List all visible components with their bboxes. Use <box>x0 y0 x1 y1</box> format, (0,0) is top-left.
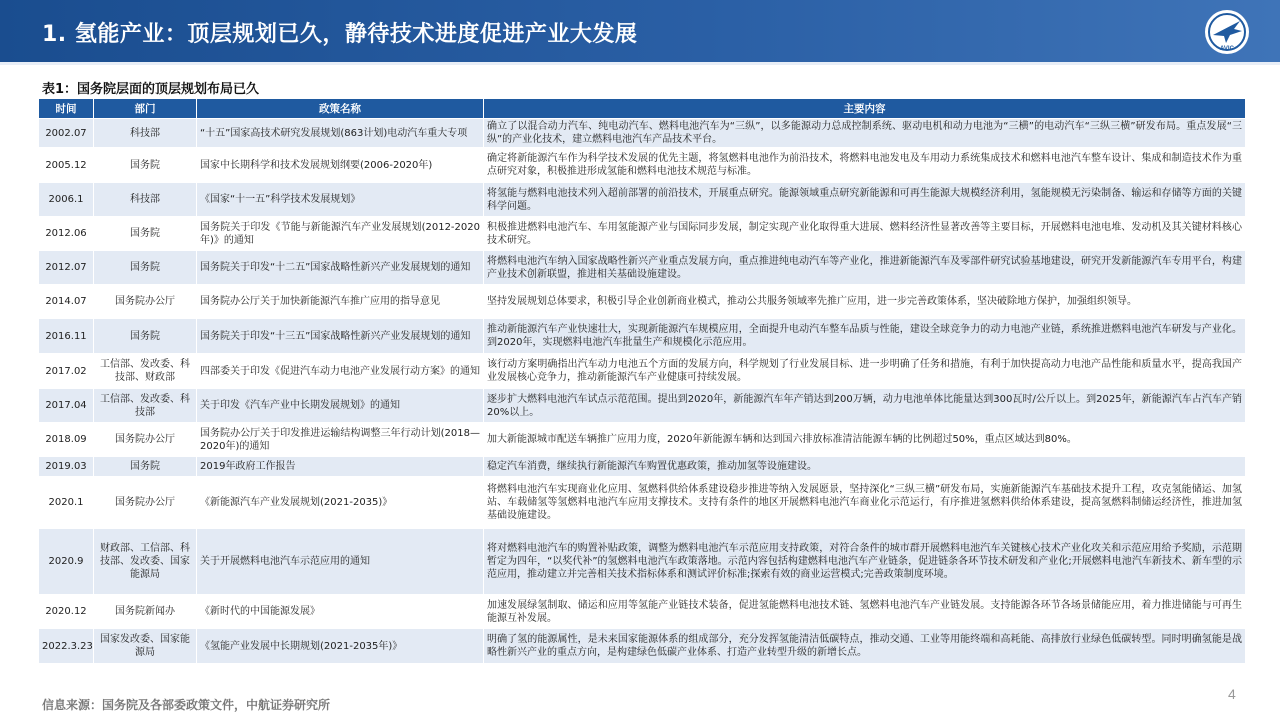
cell-content: 将燃料电池汽车纳入国家战略性新兴产业重点发展方向，重点推进纯电动汽车等产业化，推进新能源汽车及零部件研究试验基地建设，研究开发新能源汽车专用平台，构建产业技术创新联盟，推进相关基础设施建设。 <box>484 251 1246 285</box>
cell-policy-name: 《氢能产业发展中长期规划(2021-2035年)》 <box>197 629 484 664</box>
table-row <box>39 217 1246 251</box>
title-underline <box>0 62 1280 65</box>
table-row <box>39 477 1246 529</box>
cell-policy-name: 国务院关于印发“十二五”国家战略性新兴产业发展规划的通知 <box>197 251 484 285</box>
cell-content: 加大新能源城市配送车辆推广应用力度，2020年新能源车辆和达到国六排放标准清洁能源车辆的比例超过50%，重点区域达到80%。 <box>484 423 1246 457</box>
cell-date: 2020.12 <box>39 595 94 629</box>
cell-dept: 国务院新闻办 <box>94 595 197 629</box>
cell-content: 加速发展绿氢制取、储运和应用等氢能产业链技术装备，促进氢能燃料电池技术链、氢燃料电池汽车产业链发展。支持能源各环节各场景储能应用，着力推进储能与可再生能源互补发展。 <box>484 595 1246 629</box>
cell-dept: 科技部 <box>94 119 197 148</box>
cell-policy-name: 《国家“十一五”科学技术发展规划》 <box>197 183 484 217</box>
cell-content: 将燃料电池汽车实现商业化应用、氢燃料供给体系建设稳步推进等纳入发展愿景，坚持深化“三纵三横”研发布局，实施新能源汽车基础技术提升工程，攻克氢能储运、加氢站、车载储氢等氢燃料电池汽车应用支撑技术。支持有条件的地区开展燃料电池汽车商业化示范运行，有序推进氢燃料供给体系建设，提高氢燃料制储运经济性，推进加氢基础设施建设。 <box>484 477 1246 529</box>
cell-dept: 国务院办公厅 <box>94 477 197 529</box>
cell-dept: 科技部 <box>94 183 197 217</box>
cell-policy-name: 国务院关于印发“十三五”国家战略性新兴产业发展规划的通知 <box>197 319 484 354</box>
cell-date: 2017.02 <box>39 354 94 389</box>
cell-dept: 国务院 <box>94 319 197 354</box>
title-bar <box>0 0 1280 62</box>
cell-date: 2022.3.23 <box>39 629 94 664</box>
cell-content: 明确了氢的能源属性，是未来国家能源体系的组成部分，充分发挥氢能清洁低碳特点，推动交通、工业等用能终端和高耗能、高排放行业绿色低碳转型。同时明确氢能是战略性新兴产业的重点方向，是构建绿色低碳产业体系、打造产业转型升级的新增长点。 <box>484 629 1246 664</box>
cell-dept: 工信部、发改委、科技部、财政部 <box>94 354 197 389</box>
cell-policy-name: 2019年政府工作报告 <box>197 457 484 477</box>
cell-date: 2014.07 <box>39 285 94 319</box>
page-number: 4 <box>1228 686 1236 702</box>
cell-date: 2018.09 <box>39 423 94 457</box>
table-row <box>39 319 1246 354</box>
cell-policy-name: 关于开展燃料电池汽车示范应用的通知 <box>197 529 484 595</box>
cell-date: 2020.1 <box>39 477 94 529</box>
column-header-date: 时间 <box>39 99 94 119</box>
table-row <box>39 251 1246 285</box>
cell-policy-name: 国家中长期科学和技术发展规划纲要(2006-2020年) <box>197 148 484 183</box>
policy-table <box>38 98 1246 664</box>
cell-dept: 国务院办公厅 <box>94 285 197 319</box>
logo-text: AVIC <box>1220 46 1234 52</box>
table-row <box>39 354 1246 389</box>
table-row <box>39 423 1246 457</box>
cell-policy-name: 《新时代的中国能源发展》 <box>197 595 484 629</box>
column-header-content: 主要内容 <box>484 99 1246 119</box>
cell-date: 2016.11 <box>39 319 94 354</box>
cell-policy-name: 国务院关于印发《节能与新能源汽车产业发展规划(2012-2020年)》的通知 <box>197 217 484 251</box>
cell-policy-name: 国务院办公厅关于加快新能源汽车推广应用的指导意见 <box>197 285 484 319</box>
column-header-name: 政策名称 <box>197 99 484 119</box>
cell-dept: 财政部、工信部、科技部、发改委、国家能源局 <box>94 529 197 595</box>
cell-dept: 工信部、发改委、科技部 <box>94 389 197 423</box>
cell-dept: 国家发改委、国家能源局 <box>94 629 197 664</box>
cell-content: 坚持发展规划总体要求，积极引导企业创新商业模式，推动公共服务领域率先推广应用，进一步完善政策体系，坚决破除地方保护，加强组织领导。 <box>484 285 1246 319</box>
cell-date: 2005.12 <box>39 148 94 183</box>
cell-date: 2012.06 <box>39 217 94 251</box>
cell-content: 将对燃料电池汽车的购置补贴政策，调整为燃料电池汽车示范应用支持政策，对符合条件的城市群开展燃料电池汽车关键核心技术产业化攻关和示范应用给予奖励，示范期暂定为四年，“以奖代补”的氢燃料电池汽车政策落地。示范内容包括构建燃料电池汽车产业链条，促进链条各环节技术研发和产业化;开展燃料电池汽车新技术、新车型的示范应用，推动建立并完善相关技术指标体系和测试评价标准;探索有效的商业运营模式;完善政策制度环境。 <box>484 529 1246 595</box>
table-row <box>39 629 1246 664</box>
cell-policy-name: “十五”国家高技术研究发展规划(863计划)电动汽车重大专项 <box>197 119 484 148</box>
cell-dept: 国务院 <box>94 217 197 251</box>
table-row <box>39 119 1246 148</box>
cell-date: 2019.03 <box>39 457 94 477</box>
table-caption: 表1：国务院层面的顶层规划布局已久 <box>42 82 260 97</box>
table-row <box>39 457 1246 477</box>
avic-logo-icon <box>1204 9 1250 55</box>
cell-content: 推动新能源汽车产业快速壮大，实现新能源汽车规模应用，全面提升电动汽车整车品质与性能，建设全球竞争力的动力电池产业链，系统推进燃料电池汽车研发与产业化。到2020年，实现燃料电池汽车批量生产和规模化示范应用。 <box>484 319 1246 354</box>
cell-date: 2020.9 <box>39 529 94 595</box>
cell-policy-name: 关于印发《汽车产业中长期发展规划》的通知 <box>197 389 484 423</box>
table-row <box>39 183 1246 217</box>
cell-policy-name: 四部委关于印发《促进汽车动力电池产业发展行动方案》的通知 <box>197 354 484 389</box>
page-title: 1. 氢能产业：顶层规划已久，静待技术进度促进产业大发展 <box>42 22 638 47</box>
column-header-dept: 部门 <box>94 99 197 119</box>
cell-content: 确定将新能源汽车作为科学技术发展的优先主题，将氢燃料电池作为前沿技术，将燃料电池发电及车用动力系统集成技术和燃料电池汽车整车设计、集成和制造技术作为重点研究对象，积极推进形成氢能和燃料电池技术规范与标准。 <box>484 148 1246 183</box>
cell-date: 2012.07 <box>39 251 94 285</box>
cell-content: 逐步扩大燃料电池汽车试点示范范围。提出到2020年，新能源汽车年产销达到200万辆，动力电池单体比能量达到300瓦时/公斤以上。到2025年，新能源汽车占汽车产销20%以上。 <box>484 389 1246 423</box>
cell-content: 积极推进燃料电池汽车、车用氢能源产业与国际同步发展，制定实现产业化取得重大进展、燃料经济性显著改善等主要目标，开展燃料电池电堆、发动机及其关键材料核心技术研究。 <box>484 217 1246 251</box>
table-row <box>39 529 1246 595</box>
cell-dept: 国务院 <box>94 457 197 477</box>
cell-dept: 国务院 <box>94 148 197 183</box>
cell-date: 2006.1 <box>39 183 94 217</box>
cell-policy-name: 国务院办公厅关于印发推进运输结构调整三年行动计划(2018—2020年)的通知 <box>197 423 484 457</box>
cell-content: 稳定汽车消费，继续执行新能源汽车购置优惠政策，推动加氢等设施建设。 <box>484 457 1246 477</box>
table-row <box>39 285 1246 319</box>
cell-policy-name: 《新能源汽车产业发展规划(2021-2035)》 <box>197 477 484 529</box>
cell-content: 将氢能与燃料电池技术列入超前部署的前沿技术，开展重点研究。能源领域重点研究新能源和可再生能源大规模经济利用，氢能规模无污染制备、输运和存储等方面的关键科学问题。 <box>484 183 1246 217</box>
cell-date: 2017.04 <box>39 389 94 423</box>
cell-dept: 国务院办公厅 <box>94 423 197 457</box>
cell-content: 该行动方案明确指出汽车动力电池五个方面的发展方向，科学规划了行业发展目标、进一步明确了任务和措施，有利于加快提高动力电池产品性能和质量水平，提高我国产业发展核心竞争力，推动新能源汽车产业健康可持续发展。 <box>484 354 1246 389</box>
cell-dept: 国务院 <box>94 251 197 285</box>
table-header-row <box>39 99 1246 119</box>
cell-content: 确立了以混合动力汽车、纯电动汽车、燃料电池汽车为“三纵”，以多能源动力总成控制系统、驱动电机和动力电池为“三横”的电动汽车“三纵三横”研发布局。重点发展“三纵”的产业化技术，建立燃料电池汽车产品技术平台。 <box>484 119 1246 148</box>
table-row <box>39 389 1246 423</box>
table-row <box>39 148 1246 183</box>
source-note: 信息来源：国务院及各部委政策文件，中航证券研究所 <box>42 698 331 712</box>
table-row <box>39 595 1246 629</box>
cell-date: 2002.07 <box>39 119 94 148</box>
